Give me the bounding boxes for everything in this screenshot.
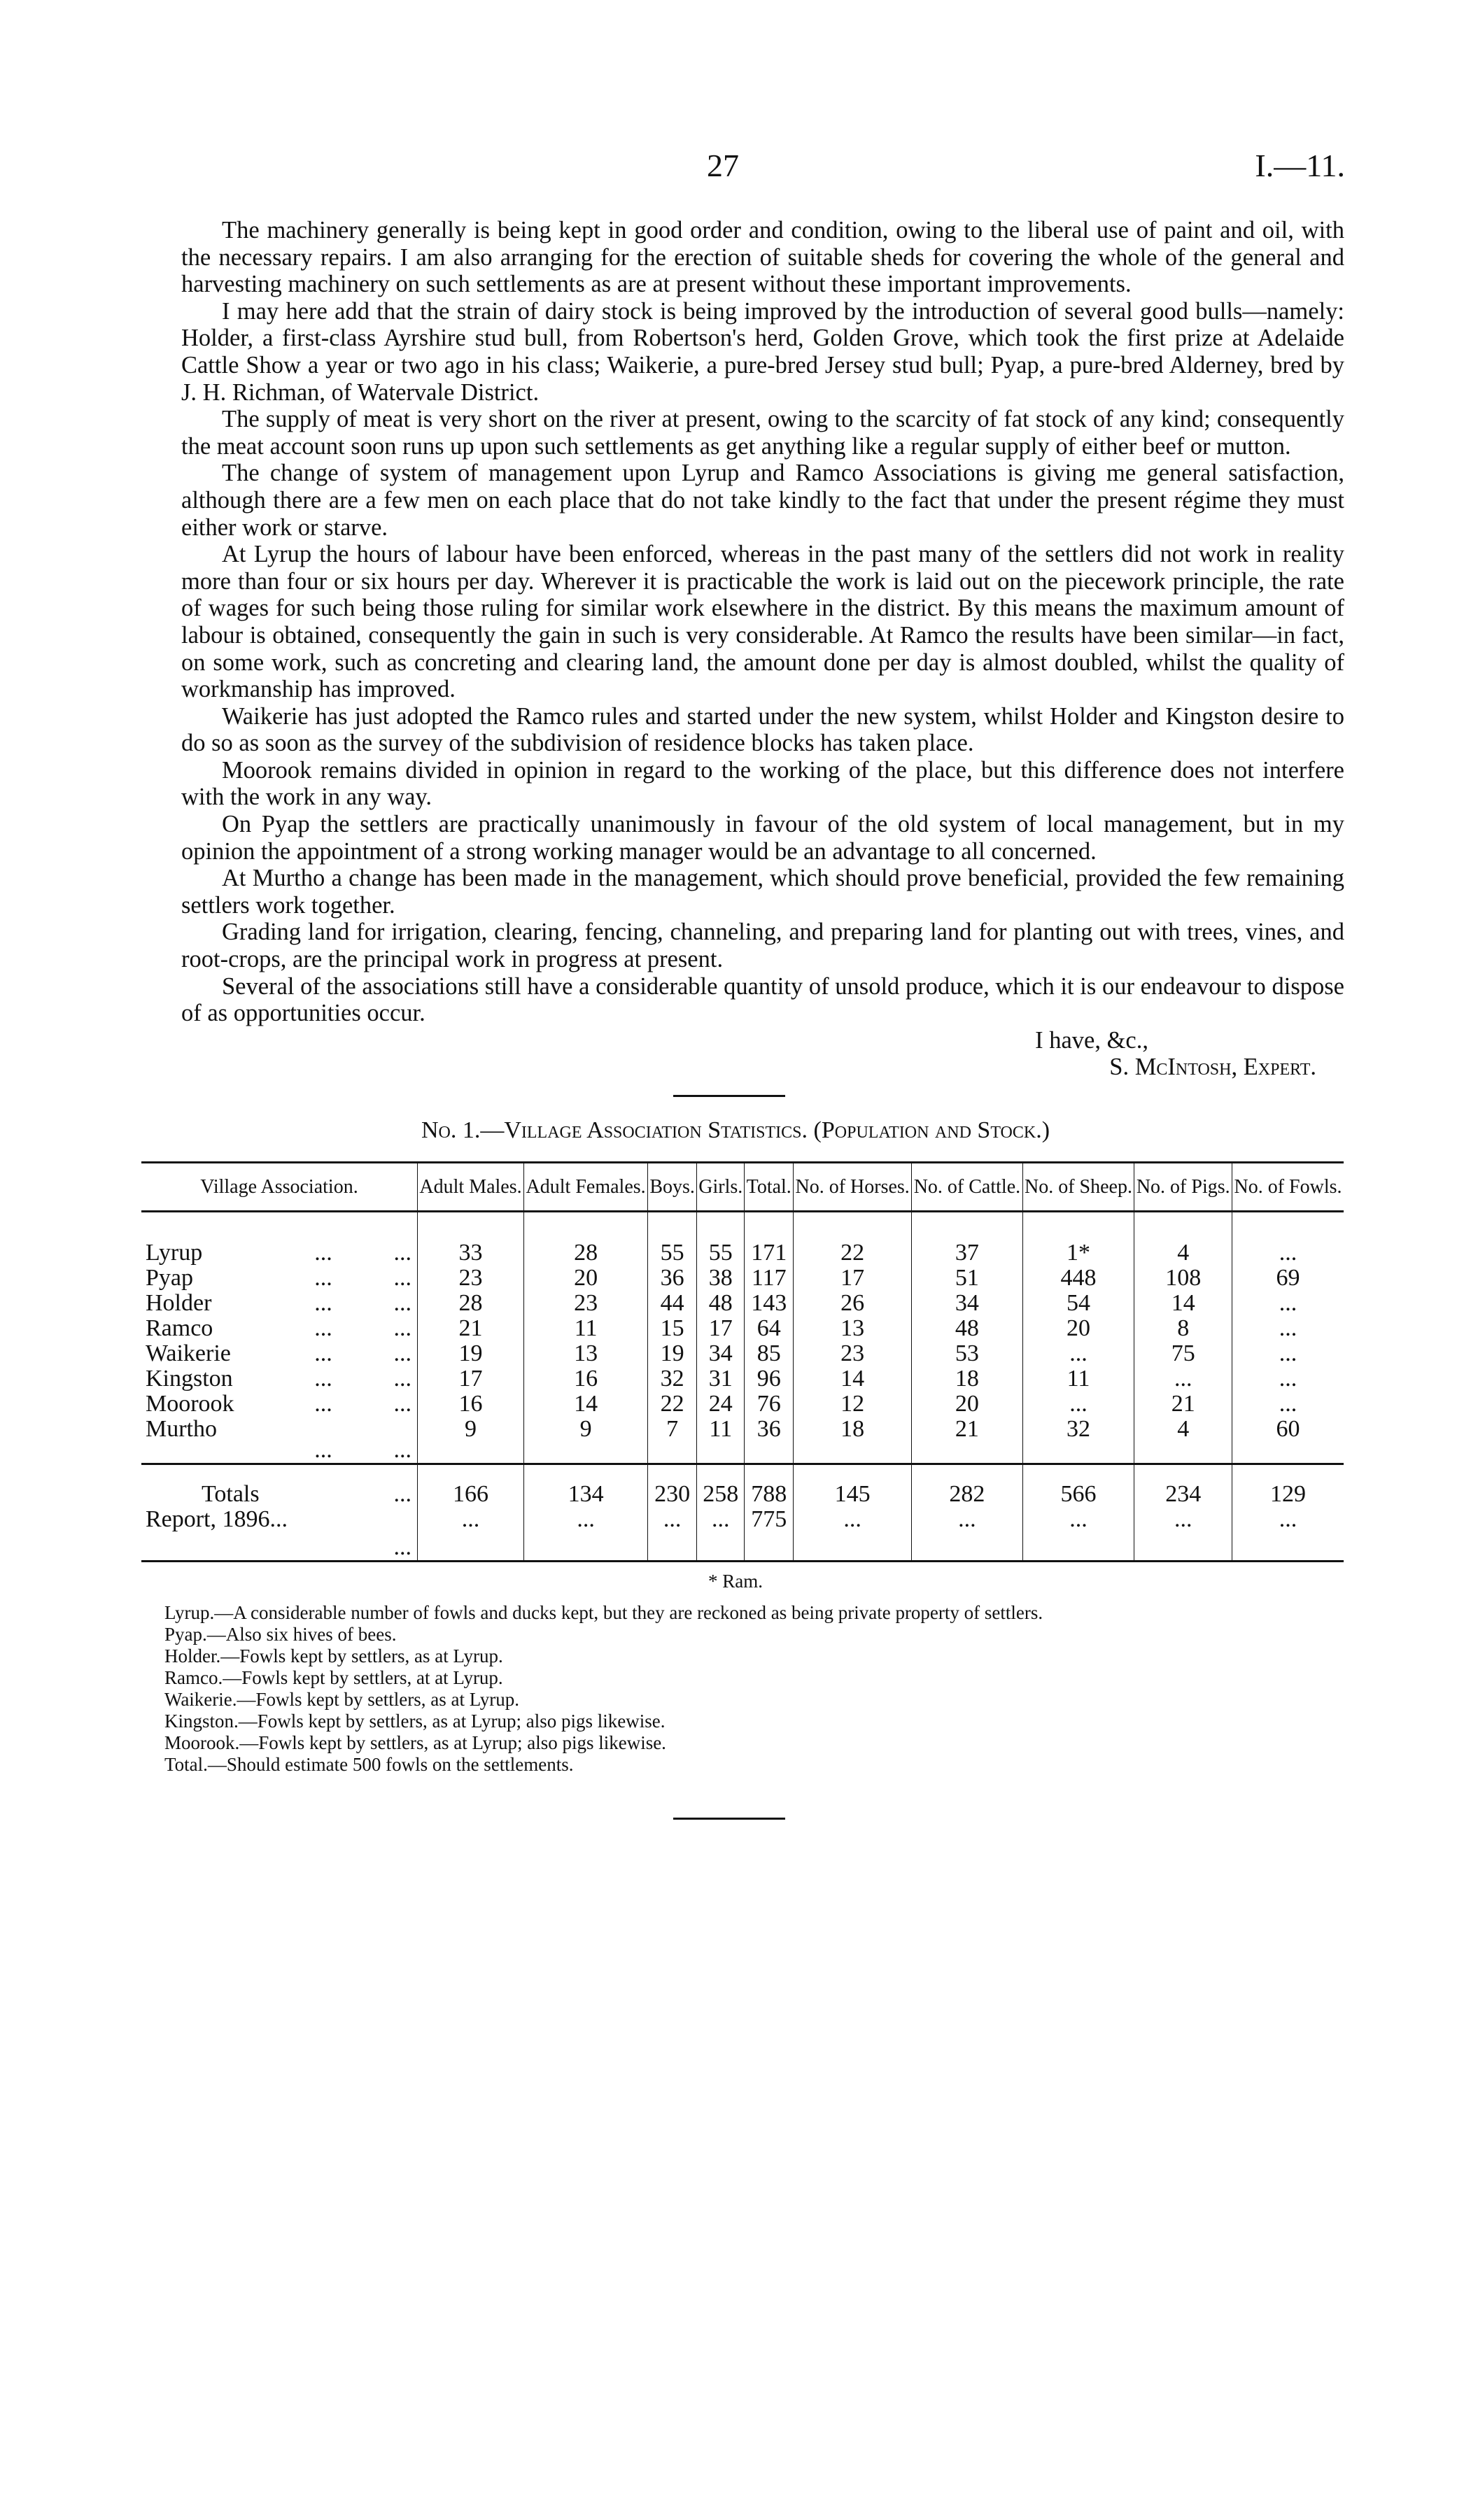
table-cell: 11	[697, 1417, 745, 1464]
paragraph: Moorook remains divided in opinion in regard to the working of the place, but this difference does not interfere with the work in any way.	[181, 756, 1344, 811]
table-cell: 108	[1134, 1266, 1232, 1291]
paragraph: The machinery generally is being kept in good order and condition, owing to the liberal use of paint and oil, with the necessary repairs. I am also arranging for the erection of suitable sheds for covering the whole of the general and harvesting machinery on such settlements as are at present without these important improvements.	[181, 217, 1344, 298]
table-cell: 55	[697, 1212, 745, 1266]
table-cell: 258	[697, 1464, 745, 1508]
table-cell: 21	[912, 1417, 1022, 1464]
signature: S. McIntosh, Expert.	[1109, 1054, 1316, 1081]
table-cell: ...	[648, 1507, 697, 1562]
table-cell: 19	[418, 1341, 524, 1366]
row-label-text: Murtho	[146, 1416, 217, 1442]
table-header-row	[141, 1163, 1344, 1212]
table-cell: ...	[1232, 1341, 1344, 1366]
table-cell: 143	[745, 1291, 794, 1316]
table-row	[141, 1212, 1344, 1266]
note: Waikerie.—Fowls kept by settlers, as at Lyrup.	[164, 1689, 519, 1710]
row-label-text: Holder	[146, 1290, 212, 1316]
table-cell: 14	[1134, 1291, 1232, 1316]
page-number: 27	[707, 148, 739, 183]
table-row	[141, 1507, 1344, 1562]
table-cell: 17	[794, 1266, 912, 1291]
note: Kingston.—Fowls kept by settlers, as at Lyrup; also pigs likewise.	[164, 1711, 666, 1732]
table-cell: 21	[1134, 1392, 1232, 1417]
table-cell: 11	[1022, 1366, 1134, 1392]
table-cell: 48	[912, 1316, 1022, 1341]
table-cell: 28	[418, 1291, 524, 1316]
row-label-text: Moorook	[146, 1391, 234, 1417]
column-header: No. of Pigs.	[1134, 1163, 1232, 1212]
table-cell: 18	[912, 1366, 1022, 1392]
table-cell: ...	[794, 1507, 912, 1562]
paragraph: I may here add that the strain of dairy stock is being improved by the introduction of several good bulls—namely: Holder, a first-class Ayrshire stud bull, from Robertson's herd, Golden Grove, which took the first prize at Adelaide Cattle Show a year or two ago in his class; Waikerie, a pure-bred Jersey stud bull; Pyap, a pure-bred Alderney, bred by J. H. Richman, of Watervale District.	[181, 297, 1344, 406]
table-cell: ...	[1232, 1507, 1344, 1562]
row-label	[141, 1291, 418, 1316]
page-header	[0, 0, 1471, 217]
table-row	[141, 1291, 1344, 1316]
notes	[108, 1602, 1340, 1776]
table-cell: 38	[697, 1266, 745, 1291]
table-cell: 22	[648, 1392, 697, 1417]
column-header: No. of Cattle.	[912, 1163, 1022, 1212]
leader-dots: ...	[393, 1366, 411, 1392]
note: Pyap.—Also six hives of bees.	[164, 1624, 397, 1645]
leader-dots: ...	[393, 1290, 411, 1316]
table-row	[141, 1464, 1344, 1508]
paragraph: Waikerie has just adopted the Ramco rules and started under the new system, whilst Holder and Kingston desire to do so as soon as the survey of the subdivision of residence blocks has taken place.	[181, 702, 1344, 757]
table-cell: 166	[418, 1464, 524, 1508]
table-cell: 20	[912, 1392, 1022, 1417]
leader-dots: ...	[393, 1240, 411, 1266]
paragraph: The supply of meat is very short on the river at present, owing to the scarcity of fat stock of any kind; consequently the meat account soon runs up upon such settlements as get anything like a regular supply of either beef or mutton.	[181, 406, 1344, 460]
table-cell: 69	[1232, 1266, 1344, 1291]
row-label-text: Pyap	[146, 1265, 193, 1291]
table-cell: 171	[745, 1212, 794, 1266]
paragraph: At Lyrup the hours of labour have been enforced, whereas in the past many of the settlers did not work in reality more than four or six hours per day. Wherever it is practicable the work is laid out on the piecework principle, the rate of wages for such being those ruling for similar work elsewhere in the district. By this means the maximum amount of labour is obtained, consequently the gain in such is very considerable. At Ramco the results have been similar—in fact, on some work, such as concreting and clearing land, the amount done per day is almost doubled, whilst the quality of workmanship has improved.	[181, 541, 1344, 703]
table-row	[141, 1266, 1344, 1291]
leader-dots: ...	[314, 1437, 332, 1463]
table-cell: 145	[794, 1464, 912, 1508]
column-header: Boys.	[648, 1163, 697, 1212]
table-cell: 17	[697, 1316, 745, 1341]
column-header: Girls.	[697, 1163, 745, 1212]
leader-dots: ...	[314, 1240, 332, 1266]
table-cell: 55	[648, 1212, 697, 1266]
leader-dots: ...	[314, 1340, 332, 1366]
table-cell: 23	[524, 1291, 648, 1316]
note: Moorook.—Fowls kept by settlers, as at Lyrup; also pigs likewise.	[164, 1732, 666, 1753]
row-label	[141, 1464, 418, 1508]
paragraph: On Pyap the settlers are practically unanimously in favour of the old system of local management, but in my opinion the appointment of a strong working manager would be an advantage to all concerned.	[181, 811, 1344, 865]
leader-dots: ...	[393, 1437, 411, 1463]
table-cell: 34	[912, 1291, 1022, 1316]
table-cell: 36	[648, 1266, 697, 1291]
table-cell: 9	[524, 1417, 648, 1464]
table-cell: 48	[697, 1291, 745, 1316]
table-cell: 20	[524, 1266, 648, 1291]
spacer	[0, 1776, 1471, 1818]
row-label	[141, 1417, 418, 1464]
footnote: * Ram.	[708, 1571, 763, 1592]
table-cell: 134	[524, 1464, 648, 1508]
table-cell: 1*	[1022, 1212, 1134, 1266]
table-cell: ...	[1134, 1507, 1232, 1562]
table-cell: 32	[1022, 1417, 1134, 1464]
table-cell: ...	[1232, 1316, 1344, 1341]
table-cell: 34	[697, 1341, 745, 1366]
table-cell: ...	[697, 1507, 745, 1562]
table-cell: ...	[1232, 1366, 1344, 1392]
row-label	[141, 1212, 418, 1266]
table-cell: 54	[1022, 1291, 1134, 1316]
table-cell: 11	[524, 1316, 648, 1341]
row-label-text: Lyrup	[146, 1240, 203, 1266]
column-header: Adult Females.	[524, 1163, 648, 1212]
statistics-table	[141, 1161, 1344, 1562]
column-header: Village Association.	[141, 1163, 418, 1212]
table-cell: 76	[745, 1392, 794, 1417]
table-cell: 32	[648, 1366, 697, 1392]
table-cell: 26	[794, 1291, 912, 1316]
leader-dots: ...	[314, 1315, 332, 1341]
table-cell: 234	[1134, 1464, 1232, 1508]
paragraph: Grading land for irrigation, clearing, fencing, channeling, and preparing land for planting out with trees, vines, and root-crops, are the principal work in progress at present.	[181, 919, 1344, 973]
table-cell: 51	[912, 1266, 1022, 1291]
table-cell: 23	[794, 1341, 912, 1366]
table-cell: 31	[697, 1366, 745, 1392]
paragraph: At Murtho a change has been made in the management, which should prove beneficial, provided the few remaining settlers work together.	[181, 865, 1344, 919]
leader-dots: ...	[393, 1481, 411, 1507]
table-cell: ...	[1022, 1392, 1134, 1417]
column-header: No. of Sheep.	[1022, 1163, 1134, 1212]
table-cell: 282	[912, 1464, 1022, 1508]
leader-dots: ...	[393, 1391, 411, 1417]
table-cell: ...	[524, 1507, 648, 1562]
table-cell: ...	[1134, 1366, 1232, 1392]
table-row	[141, 1366, 1344, 1392]
paragraph: The change of system of management upon Lyrup and Ramco Associations is giving me general satisfaction, although there are a few men on each place that do not take kindly to the fact that under the present régime they must either work or starve.	[181, 460, 1344, 541]
leader-dots: ...	[314, 1265, 332, 1291]
column-header: No. of Fowls.	[1232, 1163, 1344, 1212]
table-cell: 8	[1134, 1316, 1232, 1341]
leader-dots: ...	[314, 1290, 332, 1316]
leader-dots: ...	[393, 1534, 411, 1560]
row-label	[141, 1266, 418, 1291]
row-label	[141, 1341, 418, 1366]
table-cell: 775	[745, 1507, 794, 1562]
leader-dots: ...	[314, 1391, 332, 1417]
table-cell: ...	[1022, 1341, 1134, 1366]
table-cell: 20	[1022, 1316, 1134, 1341]
table-cell: 14	[524, 1392, 648, 1417]
divider	[673, 1095, 785, 1097]
note: Ramco.—Fowls kept by settlers, at at Lyrup.	[164, 1667, 503, 1688]
row-label-text: Waikerie	[146, 1340, 231, 1366]
table-cell: 16	[418, 1392, 524, 1417]
table-cell: 53	[912, 1341, 1022, 1366]
table-row	[141, 1316, 1344, 1341]
table-cell: ...	[912, 1507, 1022, 1562]
leader-dots: ...	[393, 1340, 411, 1366]
table-cell: 60	[1232, 1417, 1344, 1464]
table-cell: 18	[794, 1417, 912, 1464]
table-cell: ...	[418, 1507, 524, 1562]
table-cell: 28	[524, 1212, 648, 1266]
table-cell: 15	[648, 1316, 697, 1341]
table-cell: 566	[1022, 1464, 1134, 1508]
row-label	[141, 1316, 418, 1341]
column-header: Adult Males.	[418, 1163, 524, 1212]
table-cell: 33	[418, 1212, 524, 1266]
column-header: Total.	[745, 1163, 794, 1212]
row-label-text: Kingston	[146, 1366, 233, 1392]
row-label-text: Totals	[202, 1481, 260, 1507]
table-cell: 129	[1232, 1464, 1344, 1508]
table-cell: 788	[745, 1464, 794, 1508]
table-cell: 44	[648, 1291, 697, 1316]
table-cell: 24	[697, 1392, 745, 1417]
closing: I have, &c.,	[1035, 1026, 1148, 1054]
document-reference: I.—11.	[1255, 148, 1345, 183]
table-cell: 117	[745, 1266, 794, 1291]
note: Lyrup.—A considerable number of fowls and ducks kept, but they are reckoned as being private property of settlers.	[164, 1602, 1043, 1623]
table-cell: ...	[1232, 1212, 1344, 1266]
row-label	[141, 1392, 418, 1417]
table-cell: 448	[1022, 1266, 1134, 1291]
table-row	[141, 1392, 1344, 1417]
table-cell: 22	[794, 1212, 912, 1266]
row-label-text: Ramco	[146, 1315, 213, 1341]
row-label	[141, 1507, 418, 1562]
table-cell: 13	[794, 1316, 912, 1341]
report-body	[181, 217, 1344, 1081]
column-header: No. of Horses.	[794, 1163, 912, 1212]
table-cell: 4	[1134, 1417, 1232, 1464]
leader-dots: ...	[393, 1265, 411, 1291]
table-cell: 75	[1134, 1341, 1232, 1366]
table-cell: 230	[648, 1464, 697, 1508]
leader-dots: ...	[314, 1366, 332, 1392]
note: Total.—Should estimate 500 fowls on the settlements.	[164, 1754, 574, 1775]
table-cell: 37	[912, 1212, 1022, 1266]
table-row	[141, 1341, 1344, 1366]
table-cell: 96	[745, 1366, 794, 1392]
table-cell: 7	[648, 1417, 697, 1464]
table-cell: 16	[524, 1366, 648, 1392]
row-label-text: Report, 1896...	[146, 1506, 288, 1532]
table-cell: 14	[794, 1366, 912, 1392]
note: Holder.—Fowls kept by settlers, as at Lyrup.	[164, 1645, 503, 1666]
table-cell: 64	[745, 1316, 794, 1341]
table-cell: 17	[418, 1366, 524, 1392]
table-cell: 23	[418, 1266, 524, 1291]
table-row	[141, 1417, 1344, 1464]
row-label	[141, 1366, 418, 1392]
paragraph: Several of the associations still have a considerable quantity of unsold produce, which it is our endeavour to dispose of as opportunities occur.	[181, 972, 1344, 1027]
table-cell: 9	[418, 1417, 524, 1464]
table-cell: 36	[745, 1417, 794, 1464]
table-cell: 13	[524, 1341, 648, 1366]
table-cell: ...	[1232, 1291, 1344, 1316]
table-cell: ...	[1232, 1392, 1344, 1417]
table-cell: ...	[1022, 1507, 1134, 1562]
leader-dots: ...	[393, 1315, 411, 1341]
table-cell: 12	[794, 1392, 912, 1417]
table-cell: 21	[418, 1316, 524, 1341]
table-cell: 4	[1134, 1212, 1232, 1266]
table-cell: 85	[745, 1341, 794, 1366]
divider	[673, 1818, 785, 1820]
table-title: No. 1.—Village Association Statistics. (Population and Stock.)	[421, 1117, 1050, 1143]
table-cell: 19	[648, 1341, 697, 1366]
